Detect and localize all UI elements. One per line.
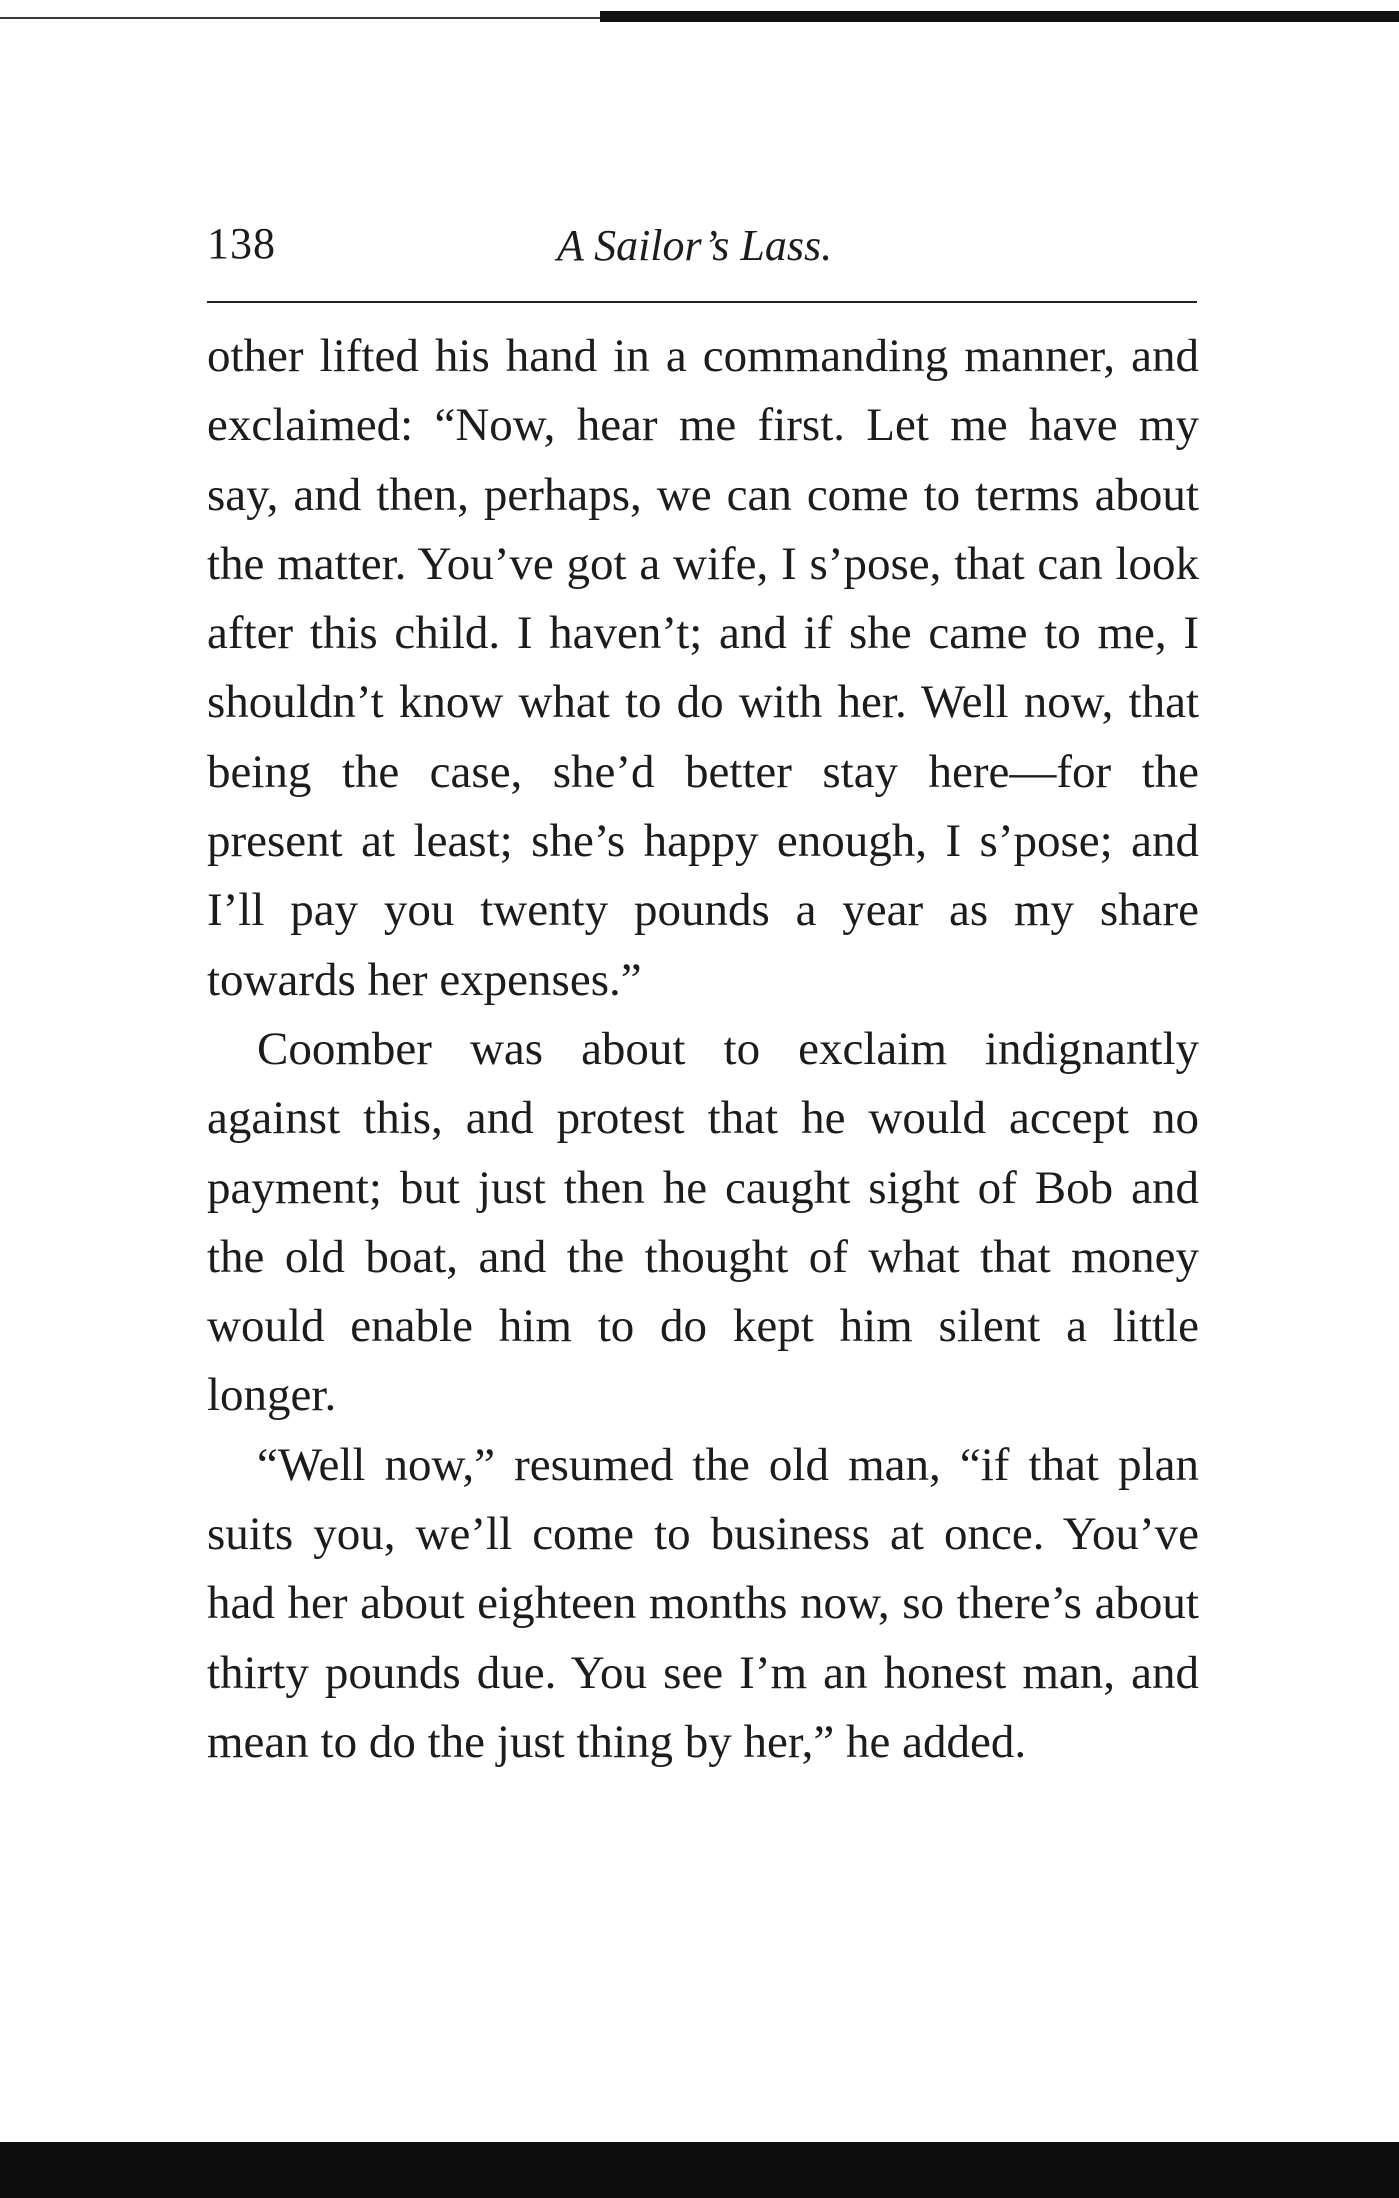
top-thick-line — [600, 11, 1399, 22]
page-number: 138 — [207, 219, 276, 268]
paragraph-1: other lifted his hand in a commanding manner, and exclaimed: “Now, hear me first. Let me have my say, and then, perhaps, we can come to terms about the matter. You’ve got a wife, I s’pose, that can look after this child. I haven’t; and if she came to me, I shouldn’t know what to do with her. Well now, that being the case, she’d better stay here—for the present at least; she’s happy enough, I s’pose; and I’ll pay you twenty pounds a year as my share towards her expenses.” — [207, 330, 1199, 1006]
header-rule — [207, 301, 1197, 303]
running-head — [207, 218, 1197, 278]
paragraph-3: “Well now,” resumed the old man, “if that plan suits you, we’ll come to business at once. You’ve had her about eighteen months now, so there’s about thirty pounds due. You see I’m an honest man, and mean to do the just thing by her,” he added. — [207, 1438, 1199, 1768]
paragraph-2: Coomber was about to exclaim indignantly against this, and protest that he would accept no payment; but just then he caught sight of Bob and the old boat, and the thought of what that money would enable him to do kept him silent a little longer. — [207, 1022, 1199, 1422]
bottom-edge-band — [0, 2142, 1399, 2198]
top-edge-rule — [0, 8, 1399, 22]
running-title: A Sailor’s Lass. — [557, 221, 833, 270]
body-text — [207, 322, 1199, 1777]
